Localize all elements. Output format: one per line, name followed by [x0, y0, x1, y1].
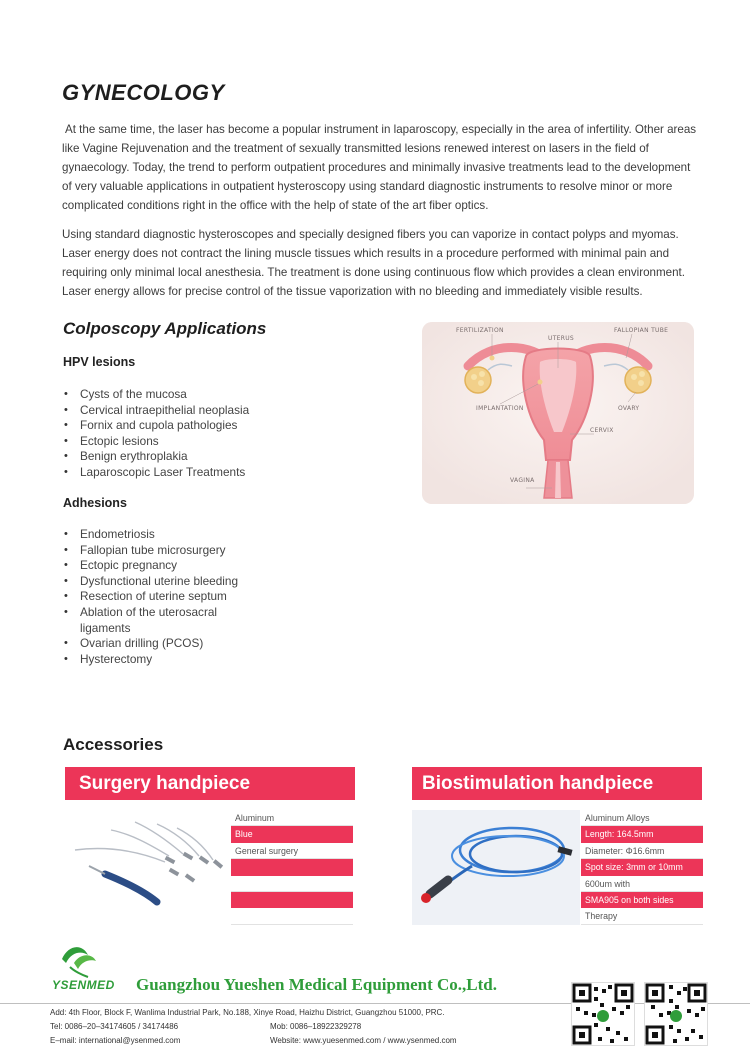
spec-row: Aluminum — [231, 810, 353, 826]
surgery-spec-table — [231, 810, 353, 925]
adhesions-list — [63, 527, 263, 667]
list-item: • Dysfunctional uterine bleeding — [63, 574, 263, 590]
spec-row: SMA905 on both sides — [581, 892, 703, 908]
footer-tel: Tel: 0086–20–34174605 / 34174486 — [50, 1022, 179, 1031]
biostimulation-handpiece-banner: Biostimulation handpiece — [412, 767, 702, 800]
laser-tip — [421, 893, 431, 903]
accessories-title: Accessories — [63, 735, 164, 754]
list-item: • Endometriosis — [63, 527, 263, 543]
list-item: • Ablation of the uterosacral ligaments — [63, 605, 263, 636]
list-item: • Fornix and cupola pathologies — [63, 418, 263, 434]
list-item: • Ectopic lesions — [63, 434, 263, 450]
adhesions-heading: Adhesions — [63, 496, 127, 510]
spec-row: Length: 164.5mm — [581, 826, 703, 842]
biostim-spec-table — [581, 810, 703, 925]
spec-row: Diameter: Φ16.6mm — [581, 843, 703, 859]
hpv-heading: HPV lesions — [63, 355, 136, 369]
spec-row: General surgery — [231, 843, 353, 859]
label-implantation: IMPLANTATION — [476, 405, 524, 412]
list-item: • Resection of uterine septum — [63, 589, 263, 605]
ovary-left — [465, 367, 491, 393]
label-uterus: UTERUS — [548, 335, 575, 342]
spec-row — [231, 859, 353, 875]
list-item: • Ectopic pregnancy — [63, 558, 263, 574]
hpv-list — [63, 387, 263, 481]
handpiece-handle — [105, 874, 157, 902]
list-item: • Hysterectomy — [63, 652, 263, 668]
intro-paragraph: At the same time, the laser has become a popular instrument in laparoscopy, especially in the area of infertility. Other areas like Vagine Rejuvenation and the treatment of sexually transmitted lesions renewed interest on lasers in the field of gynaecology. Today, the trend to perform outpatient procedures and minimally invasive treatments lead to the development of very valuable applications in outpatient hysteroscopy using standard diagnostic instruments to resolve minor or more complicated conditions right in the office with the help of state of the art fiber optics. — [62, 123, 697, 212]
list-item: • Ovarian drilling (PCOS) — [63, 636, 263, 652]
footer-divider — [0, 1003, 750, 1004]
implantation-marker — [538, 380, 543, 385]
spec-row — [231, 892, 353, 908]
footer-email[interactable]: E–mail: international@ysenmed.com — [50, 1036, 181, 1045]
uterus-anatomy-illustration — [422, 322, 694, 504]
colposcopy-title: Colposcopy Applications — [63, 319, 267, 338]
spec-row: Aluminum Alloys — [581, 810, 703, 826]
list-item: • Cysts of the mucosa — [63, 387, 263, 403]
label-fallopian-tube: FALLOPIAN TUBE — [614, 327, 669, 334]
footer-website[interactable]: Website: www.yuesenmed.com / www.ysenmed.com — [270, 1036, 457, 1045]
fertilization-marker — [490, 356, 495, 361]
qr-code-icon — [571, 982, 635, 1046]
surgery-handpiece-image — [65, 810, 230, 925]
spec-row: Blue — [231, 826, 353, 842]
spec-row — [231, 876, 353, 892]
hysteroscopy-paragraph: Using standard diagnostic hysteroscopes and specially designed fibers you can vaporize in contact polyps and myomas. Laser energy does not contract the lining muscle tissues which results in a procedure performed with minimal pain and requiring only minimal local anesthesia. The treatment is done using continuous flow which provides a clean environment. Laser energy allows for precise control of the tissue vaporization with no bleeding and immediately visible results. — [62, 228, 685, 298]
ovary-right — [625, 367, 651, 393]
spec-row: Spot size: 3mm or 10mm — [581, 859, 703, 875]
spec-row: Therapy — [581, 908, 703, 924]
list-item: • Cervical intraepithelial neoplasia — [63, 403, 263, 419]
spec-row: 600um with — [581, 876, 703, 892]
footer-address: Add: 4th Floor, Block F, Wanlima Industrial Park, No.188, Xinye Road, Haizhu District, Guangzhou 51000, PRC. — [50, 1008, 445, 1017]
page-title: GYNECOLOGY — [62, 80, 225, 105]
label-cervix: CERVIX — [590, 427, 614, 434]
surgery-handpiece-banner: Surgery handpiece — [65, 767, 355, 800]
biostim-handpiece-body — [430, 880, 448, 894]
label-vagina: VAGINA — [510, 477, 535, 484]
label-fertilization: FERTILIZATION — [456, 327, 504, 334]
label-ovary: OVARY — [618, 405, 640, 412]
list-item: • Benign erythroplakia — [63, 449, 263, 465]
logo-wordmark: YSENMED — [52, 978, 115, 992]
biostimulation-handpiece-image — [412, 810, 580, 925]
spec-row — [231, 908, 353, 924]
company-name: Guangzhou Yueshen Medical Equipment Co.,Ltd. — [136, 975, 498, 994]
qr-code-icon — [644, 982, 708, 1046]
footer-mob: Mob: 0086–18922329278 — [270, 1022, 362, 1031]
list-item: • Laparoscopic Laser Treatments — [63, 465, 263, 481]
list-item: • Fallopian tube microsurgery — [63, 543, 263, 559]
